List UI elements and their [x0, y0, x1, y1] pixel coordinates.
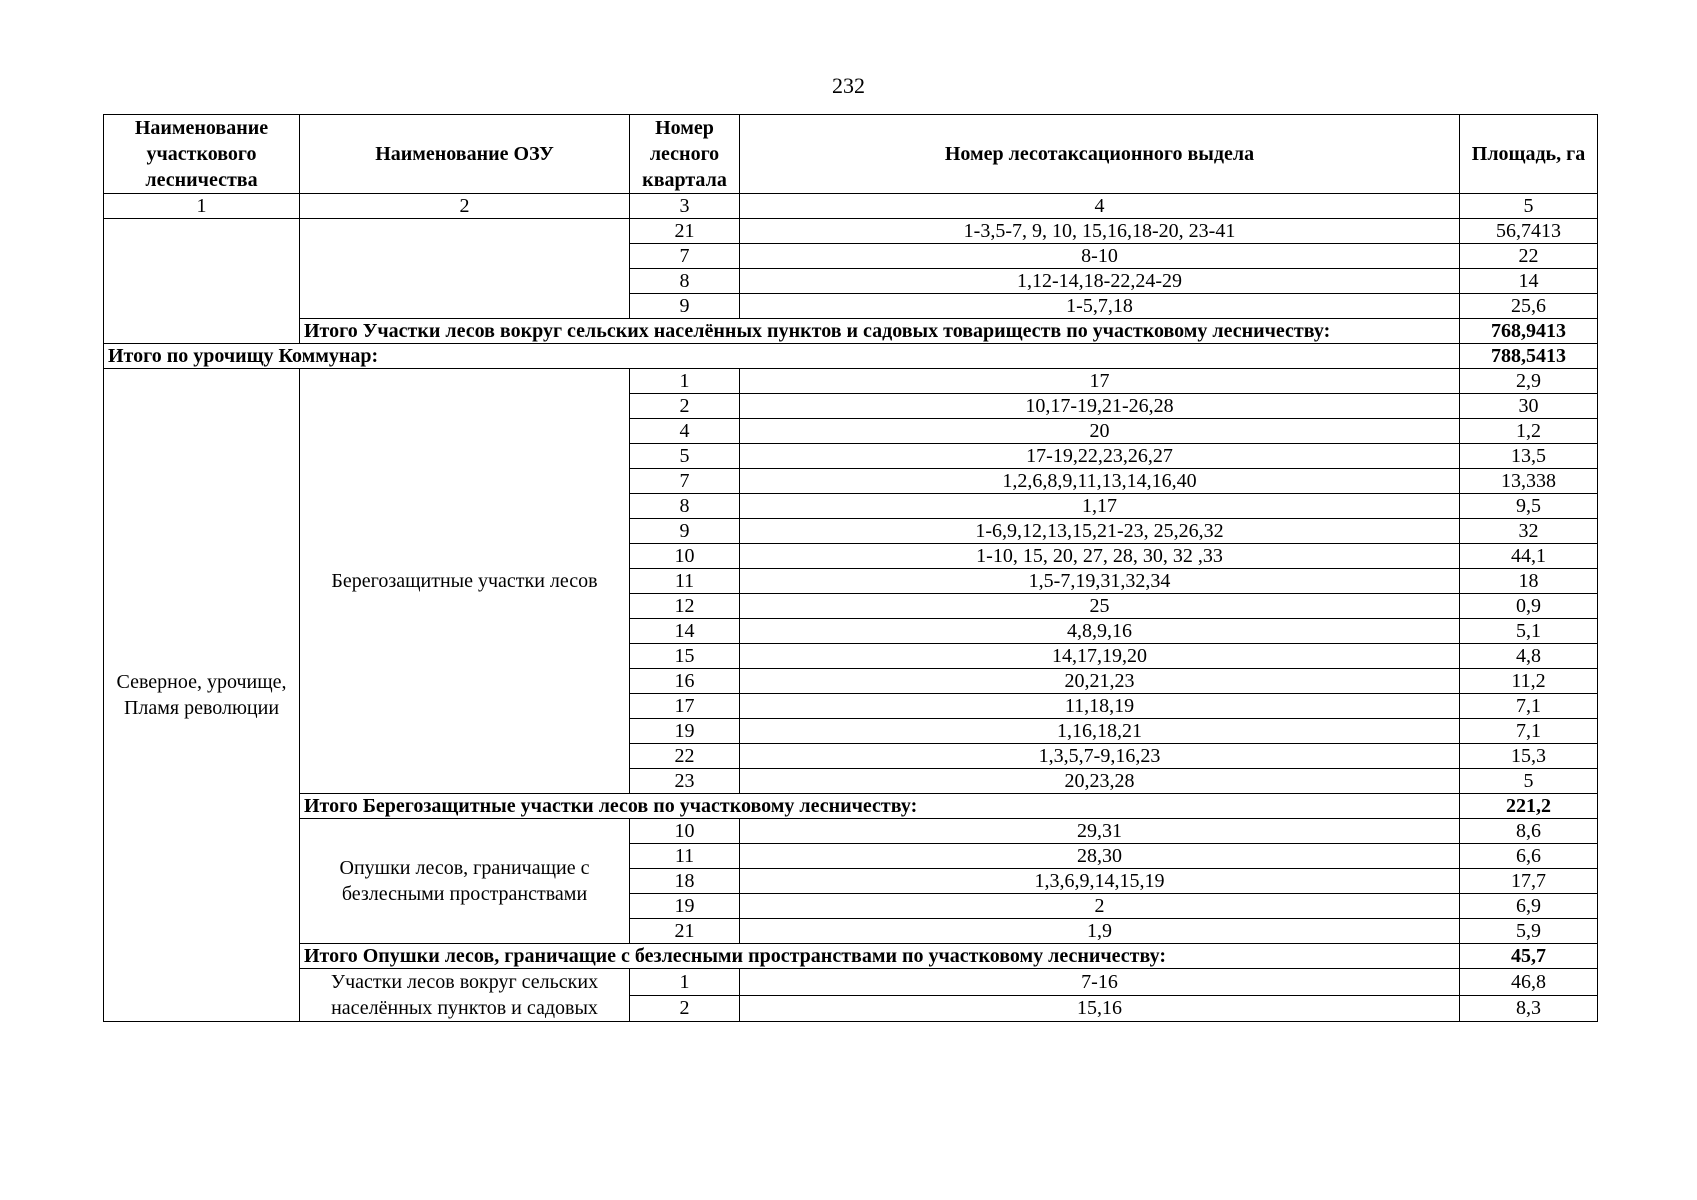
- kvartal-cell: 2: [630, 394, 740, 419]
- kvartal-cell: 8: [630, 269, 740, 294]
- header-col2: Наименование ОЗУ: [300, 115, 630, 194]
- vydel-cell: 20: [740, 419, 1460, 444]
- vydel-cell: 1-10, 15, 20, 27, 28, 30, 32 ,33: [740, 544, 1460, 569]
- header-col3: Номер лесного квартала: [630, 115, 740, 194]
- area-cell: 6,9: [1460, 894, 1598, 919]
- vydel-cell: 1,3,6,9,14,15,19: [740, 869, 1460, 894]
- vydel-cell: 29,31: [740, 819, 1460, 844]
- column-number: 5: [1460, 194, 1598, 219]
- vydel-cell: 1,5-7,19,31,32,34: [740, 569, 1460, 594]
- kvartal-cell: 11: [630, 569, 740, 594]
- vydel-cell: 1,2,6,8,9,11,13,14,16,40: [740, 469, 1460, 494]
- area-cell: 25,6: [1460, 294, 1598, 319]
- vydel-cell: 20,23,28: [740, 769, 1460, 794]
- vydel-cell: 1-3,5-7, 9, 10, 15,16,18-20, 23-41: [740, 219, 1460, 244]
- subtotal-row: [104, 944, 1598, 969]
- area-cell: 56,7413: [1460, 219, 1598, 244]
- vydel-cell: 17: [740, 369, 1460, 394]
- subtotal-label: Итого Опушки лесов, граничащие с безлесными пространствами по участковому лесничеству:: [300, 944, 1460, 969]
- area-cell: 4,8: [1460, 644, 1598, 669]
- area-cell: 7,1: [1460, 719, 1598, 744]
- vydel-cell: 1,3,5,7-9,16,23: [740, 744, 1460, 769]
- subtotal-row: [104, 794, 1598, 819]
- kvartal-cell: 8: [630, 494, 740, 519]
- vydel-cell: 17-19,22,23,26,27: [740, 444, 1460, 469]
- kvartal-cell: 19: [630, 894, 740, 919]
- kvartal-cell: 14: [630, 619, 740, 644]
- kvartal-cell: 9: [630, 519, 740, 544]
- area-cell: 32: [1460, 519, 1598, 544]
- column-number: 3: [630, 194, 740, 219]
- subtotal-value: 768,9413: [1460, 319, 1598, 344]
- kvartal-cell: 19: [630, 719, 740, 744]
- area-cell: 5: [1460, 769, 1598, 794]
- table-row: [104, 219, 1598, 244]
- area-cell: 11,2: [1460, 669, 1598, 694]
- area-cell: 13,338: [1460, 469, 1598, 494]
- subtotal-value: 221,2: [1460, 794, 1598, 819]
- area-cell: 17,7: [1460, 869, 1598, 894]
- area-cell: 18: [1460, 569, 1598, 594]
- vydel-cell: 10,17-19,21-26,28: [740, 394, 1460, 419]
- vydel-cell: 25: [740, 594, 1460, 619]
- kvartal-cell: 12: [630, 594, 740, 619]
- column-number: 1: [104, 194, 300, 219]
- area-cell: 8,6: [1460, 819, 1598, 844]
- ozu-name: Опушки лесов, граничащие с безлесными пространствами: [300, 819, 630, 944]
- vydel-cell: 1,9: [740, 919, 1460, 944]
- kvartal-cell: 17: [630, 694, 740, 719]
- area-cell: 6,6: [1460, 844, 1598, 869]
- table-row: [104, 369, 1598, 394]
- vydel-cell: 1,12-14,18-22,24-29: [740, 269, 1460, 294]
- kvartal-cell: 22: [630, 744, 740, 769]
- vydel-cell: 4,8,9,16: [740, 619, 1460, 644]
- kvartal-cell: 18: [630, 869, 740, 894]
- kvartal-cell: 23: [630, 769, 740, 794]
- subtotal-label: Итого Участки лесов вокруг сельских населённых пунктов и садовых товариществ по участковому лесничеству:: [300, 319, 1460, 344]
- table-row: [104, 969, 1598, 996]
- vydel-cell: 1-5,7,18: [740, 294, 1460, 319]
- kvartal-cell: 7: [630, 469, 740, 494]
- lesnichestvo-name: Северное, урочище, Пламя революции: [104, 369, 300, 1022]
- vydel-cell: 1,17: [740, 494, 1460, 519]
- area-cell: 15,3: [1460, 744, 1598, 769]
- vydel-cell: 2: [740, 894, 1460, 919]
- kvartal-cell: 21: [630, 219, 740, 244]
- area-cell: 1,2: [1460, 419, 1598, 444]
- kvartal-cell: 15: [630, 644, 740, 669]
- area-cell: 2,9: [1460, 369, 1598, 394]
- vydel-cell: 1,16,18,21: [740, 719, 1460, 744]
- area-cell: 44,1: [1460, 544, 1598, 569]
- header-col4: Номер лесотаксационного выдела: [740, 115, 1460, 194]
- ozu-cell: [300, 219, 630, 319]
- area-cell: 5,9: [1460, 919, 1598, 944]
- urochishe-total-label: Итого по урочищу Коммунар:: [104, 344, 1460, 369]
- urochishe-total-value: 788,5413: [1460, 344, 1598, 369]
- area-cell: 22: [1460, 244, 1598, 269]
- kvartal-cell: 9: [630, 294, 740, 319]
- page-number: 232: [832, 73, 865, 98]
- ozu-name: Участки лесов вокруг сельских населённых пунктов и садовых: [300, 969, 630, 1022]
- area-cell: 14: [1460, 269, 1598, 294]
- kvartal-cell: 1: [630, 969, 740, 996]
- area-cell: 8,3: [1460, 995, 1598, 1022]
- subtotal-row: [104, 319, 1598, 344]
- header-row: [104, 115, 1598, 194]
- area-cell: 7,1: [1460, 694, 1598, 719]
- kvartal-cell: 10: [630, 819, 740, 844]
- vydel-cell: 28,30: [740, 844, 1460, 869]
- lesnichestvo-cell: [104, 219, 300, 344]
- urochishe-total-row: [104, 344, 1598, 369]
- kvartal-cell: 10: [630, 544, 740, 569]
- subtotal-value: 45,7: [1460, 944, 1598, 969]
- area-cell: 0,9: [1460, 594, 1598, 619]
- vydel-cell: 7-16: [740, 969, 1460, 996]
- kvartal-cell: 1: [630, 369, 740, 394]
- vydel-cell: 20,21,23: [740, 669, 1460, 694]
- vydel-cell: 11,18,19: [740, 694, 1460, 719]
- kvartal-cell: 21: [630, 919, 740, 944]
- kvartal-cell: 11: [630, 844, 740, 869]
- ozu-name: Берегозащитные участки лесов: [300, 369, 630, 794]
- table-row: [104, 819, 1598, 844]
- header-col1: Наименование участкового лесничества: [104, 115, 300, 194]
- kvartal-cell: 5: [630, 444, 740, 469]
- area-cell: 46,8: [1460, 969, 1598, 996]
- area-cell: 30: [1460, 394, 1598, 419]
- area-cell: 13,5: [1460, 444, 1598, 469]
- subtotal-label: Итого Берегозащитные участки лесов по участковому лесничеству:: [300, 794, 1460, 819]
- vydel-cell: 1-6,9,12,13,15,21-23, 25,26,32: [740, 519, 1460, 544]
- header-col5: Площадь, га: [1460, 115, 1598, 194]
- vydel-cell: 8-10: [740, 244, 1460, 269]
- kvartal-cell: 16: [630, 669, 740, 694]
- forest-areas-table: [103, 114, 1598, 1022]
- kvartal-cell: 2: [630, 995, 740, 1022]
- column-number: 4: [740, 194, 1460, 219]
- column-numbers-row: [104, 194, 1598, 219]
- area-cell: 5,1: [1460, 619, 1598, 644]
- area-cell: 9,5: [1460, 494, 1598, 519]
- kvartal-cell: 4: [630, 419, 740, 444]
- vydel-cell: 15,16: [740, 995, 1460, 1022]
- column-number: 2: [300, 194, 630, 219]
- vydel-cell: 14,17,19,20: [740, 644, 1460, 669]
- kvartal-cell: 7: [630, 244, 740, 269]
